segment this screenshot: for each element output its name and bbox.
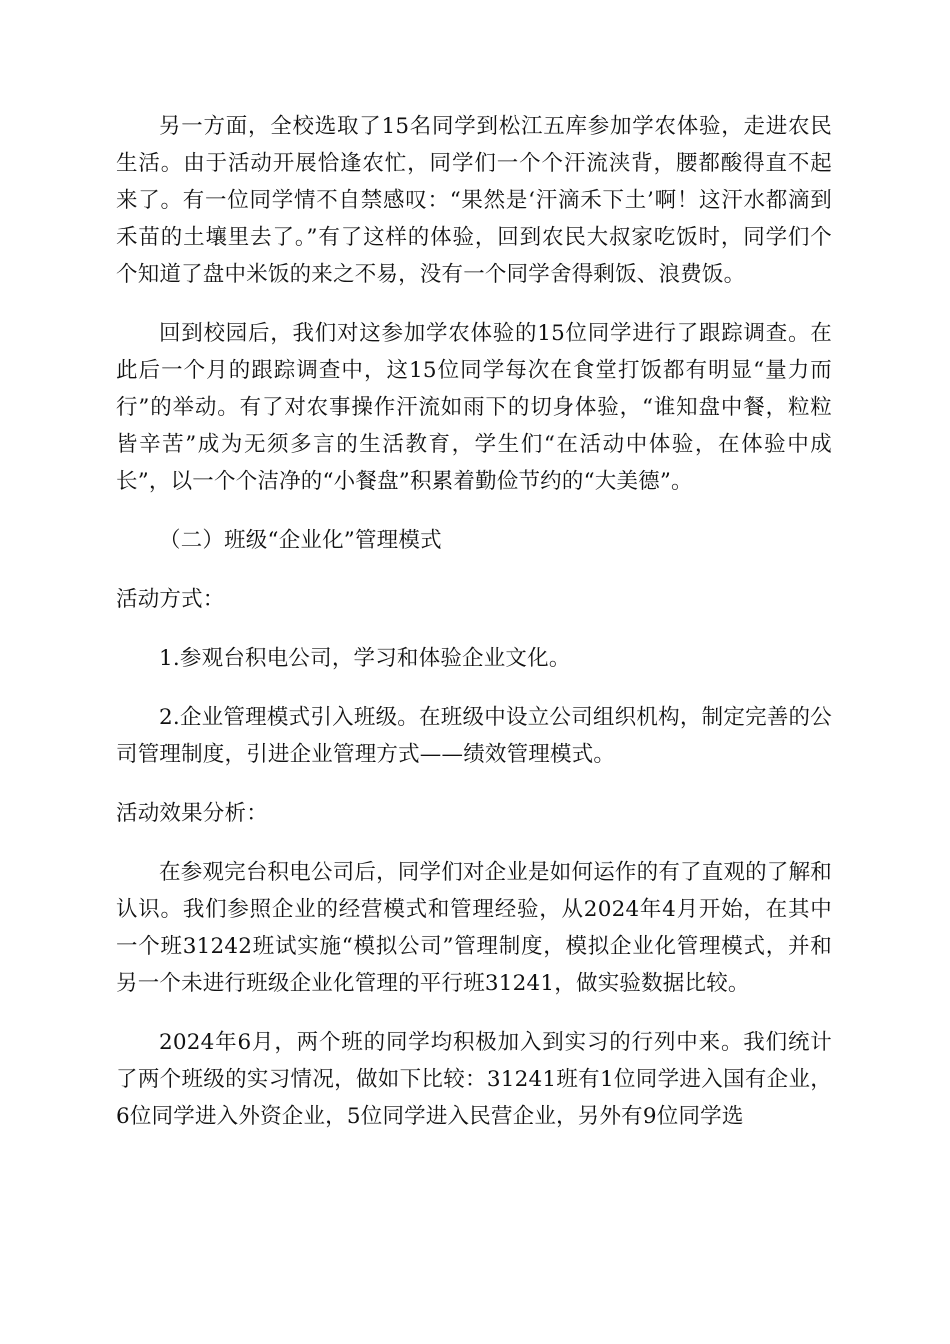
section-heading-enterprise-management: （二）班级“企业化”管理模式 (159, 528, 442, 553)
list-item-management-model: 2.企业管理模式引入班级。在班级中设立公司组织机构，制定完善的公司管理制度，引进企业管理方式——绩效管理模式。 (116, 705, 832, 767)
label-activity-effect-analysis: 活动效果分析： (116, 801, 268, 826)
paragraph-internship-comparison: 2024年6月，两个班的同学均积极加入到实习的行列中来。我们统计了两个班级的实习情况，做如下比较：31241班有1位同学进入国有企业，6位同学进入外资企业，5位同学进入民营企业，另外有9位同学选 (116, 1030, 832, 1129)
paragraph-visit-analysis: 在参观完台积电公司后，同学们对企业是如何运作的有了直观的了解和认识。我们参照企业的经营模式和管理经验，从2024年4月开始，在其中一个班31242班试实施“模拟公司”管理制度，模拟企业化管理模式，并和另一个未进行班级企业化管理的平行班31241，做实验数据比较。 (116, 860, 832, 996)
paragraph-follow-up-survey: 回到校园后，我们对这参加学农体验的15位同学进行了跟踪调查。在此后一个月的跟踪调查中，这15位同学每次在食堂打饭都有明显“量力而行”的举动。有了对农事操作汗流如雨下的切身体验，“谁知盘中餐，粒粒皆辛苦”成为无须多言的生活教育，学生们“在活动中体验，在体验中成长”，以一个个洁净的“小餐盘”积累着勤俭节约的“大美德”。 (116, 321, 832, 494)
paragraph-farm-experience: 另一方面，全校选取了15名同学到松江五库参加学农体验，走进农民生活。由于活动开展恰逢农忙，同学们一个个汗流浃背，腰都酸得直不起来了。有一位同学情不自禁感叹：“果然是‘汗滴禾下土’啊！这汗水都滴到禾苗的土壤里去了。”有了这样的体验，回到农民大叔家吃饭时，同学们个个知道了盘中米饭的来之不易，没有一个同学舍得剩饭、浪费饭。 (116, 114, 832, 287)
label-activity-method: 活动方式： (116, 587, 225, 612)
list-item-visit-company: 1.参观台积电公司，学习和体验企业文化。 (159, 646, 571, 671)
document-page (116, 108, 832, 1135)
